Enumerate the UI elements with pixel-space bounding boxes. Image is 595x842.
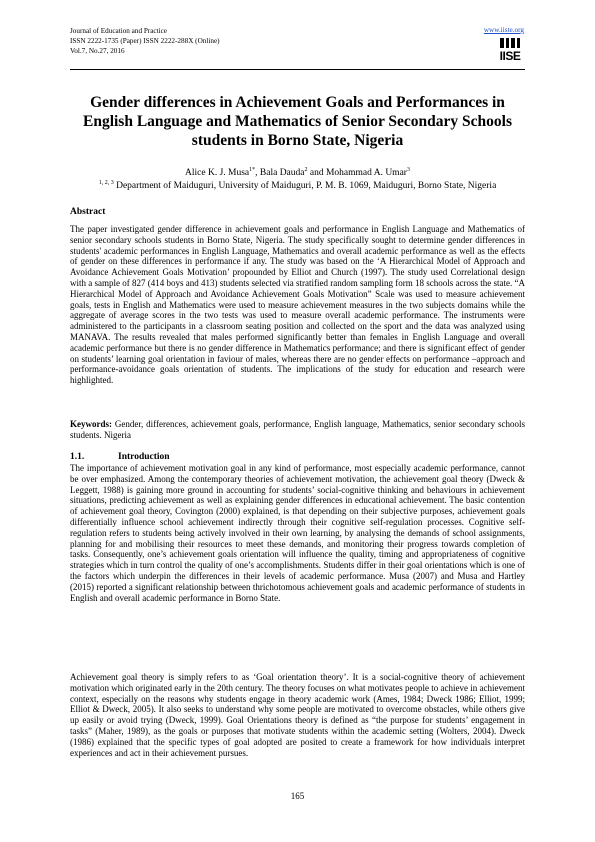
affiliation-text: Department of Maiduguri, University of Maiduguri, P. M. B. 1069, Maiduguri, Borno State, Nigeria	[113, 181, 497, 191]
intro-title: Introduction	[118, 452, 170, 462]
author-line	[70, 167, 525, 179]
journal-header	[70, 26, 220, 56]
logo-bars-icon	[500, 38, 520, 48]
keywords-text: Gender, differences, achievement goals, performance, English language, Mathematics, senior secondary schools students. Nigeria	[70, 419, 525, 440]
intro-paragraph-1: The importance of achievement motivation goal in any kind of performance, most especially academic performance, cannot be over emphasized. Among the contemporary theories of achievement motivation, the achievement goal theory (Dweck & Leggett, 1988) is gaining more ground in accounting for students’ social-cognitive thinking and behaviours in achievement situations, predicting achievement as well as explaining gender differences in educational achievement. The basic contention of achievement goal theory, Covington (2000) explained, is that depending on their subjective purposes, achievement goals differentially influence school achievement indirectly through their cognitive self-regulation processes. Cognitive self-regulation refers to students being actively involved in their own learning, by analysing the demands of school assignments, planning for and mobilising their resources to meet these demands, and monitoring their progress towards completion of tasks. Consequently, one’s achievement goals orientation will influence the quality, timing and appropriateness of cognitive strategies which in turn control the quality of one’s accomplishments. Students differ in their goal orientations which is one of the factors which underpin the differences in their levels of academic performance. Musa (2007) and Musa and Hartley (2015) reported a significant relationship between thrichotomous achievement goals and academic performance of students in English and overall academic performance in Borno State.	[70, 463, 525, 603]
journal-name: Journal of Education and Practice	[70, 27, 167, 35]
abstract-heading: Abstract	[70, 207, 106, 217]
affiliation-sup: 1, 2, 3	[98, 180, 114, 186]
keywords-label: Keywords:	[70, 419, 112, 429]
paper-title: Gender differences in Achievement Goals and Performances in English Language and Mathematics of Senior Secondary Schools students in Borno State, Nigeria	[82, 94, 513, 149]
volume-line: Vol.7, No.27, 2016	[70, 47, 125, 55]
abstract-text: The paper investigated gender difference in achievement goals and performance in English Language and Mathematics of senior secondary schools students in Borno State, Nigeria. The study specifically sought to determine gender differences in students' academic performances in English Language, Mathematics and overall academic performance as well as the effects of gender on these differences in performance if any. The study was based on the ‘A Hierarchical Model of Approach and Avoidance Achievement Goals Motivation’ propounded by Elliot and Church (1997). The study used Correlational design with a sample of 827 (414 boys and 413) students selected via stratified random sampling form 18 schools across the state. “A Hierarchical Model of Approach and Avoidance Achievement Goals Motivation” Scale was used to measure achievement goals, tests in English and Mathematics were used to measure achievement measures in the two subjects domains while the aggregate of average scores in the two tests was used to measure overall academic performance. The instruments were administered to the participants in a classroom seating position and collected on the sport and the data was analyzed using MANAVA. The results revealed that males performed significantly better than females in English Language and overall academic performance but there is no gender difference in Mathematics performance; and there is significant effect of gender on students’ learning goal orientation in faviour of males, whereas there are no gender effects on performance –approach and performance-avoidance goals orientation of students. The implications of the study for education and research were highlighted.	[70, 224, 525, 386]
page-number: 165	[290, 791, 305, 801]
author-1-sup: 1*	[249, 167, 256, 173]
author-3: and Mohammad A. Umar	[307, 168, 407, 178]
affiliation-line	[70, 180, 525, 192]
intro-heading	[70, 452, 170, 462]
author-2-sup: 2	[304, 167, 308, 173]
keywords-line	[70, 419, 525, 441]
author-2: , Bala Dauda	[255, 168, 305, 178]
intro-paragraph-2: Achievement goal theory is simply refers to as ‘Goal orientation theory’. It is a social-cognitive theory of achievement motivation which originated early in the 20th century. The theory focuses on what motivates people to achieve in achievement context, especially on the reasons why students engage in theory academic work (Ames, 1984; Dweck 1986; Elliot, 1999; Elliot & Dweck, 2005). It also seeks to understand why some people are motivated to overcome obstacles, while others give up easily or avoid trying (Dweck, 1999). Goal Orientations theory is defined as “the purpose for students’ engagement in tasks” (Maher, 1989), as the goals or purposes that motivate students within the academic setting (Wolters, 2004). Dweck (1986) explained that the specific types of goal adopted are posited to create a framework for how individuals interpret experiences and act in their achievement pursues.	[70, 672, 525, 758]
logo-text: IISE	[499, 49, 521, 63]
author-1: Alice K. J. Musa	[185, 168, 250, 178]
author-3-sup: 3	[406, 167, 410, 173]
header-divider	[70, 69, 525, 70]
journal-url-link[interactable]: www.iiste.org	[483, 26, 524, 34]
issn-line: ISSN 2222-1735 (Paper) ISSN 2222-288X (Online)	[70, 37, 220, 45]
iiste-logo	[497, 36, 523, 64]
intro-number: 1.1.	[70, 452, 85, 462]
